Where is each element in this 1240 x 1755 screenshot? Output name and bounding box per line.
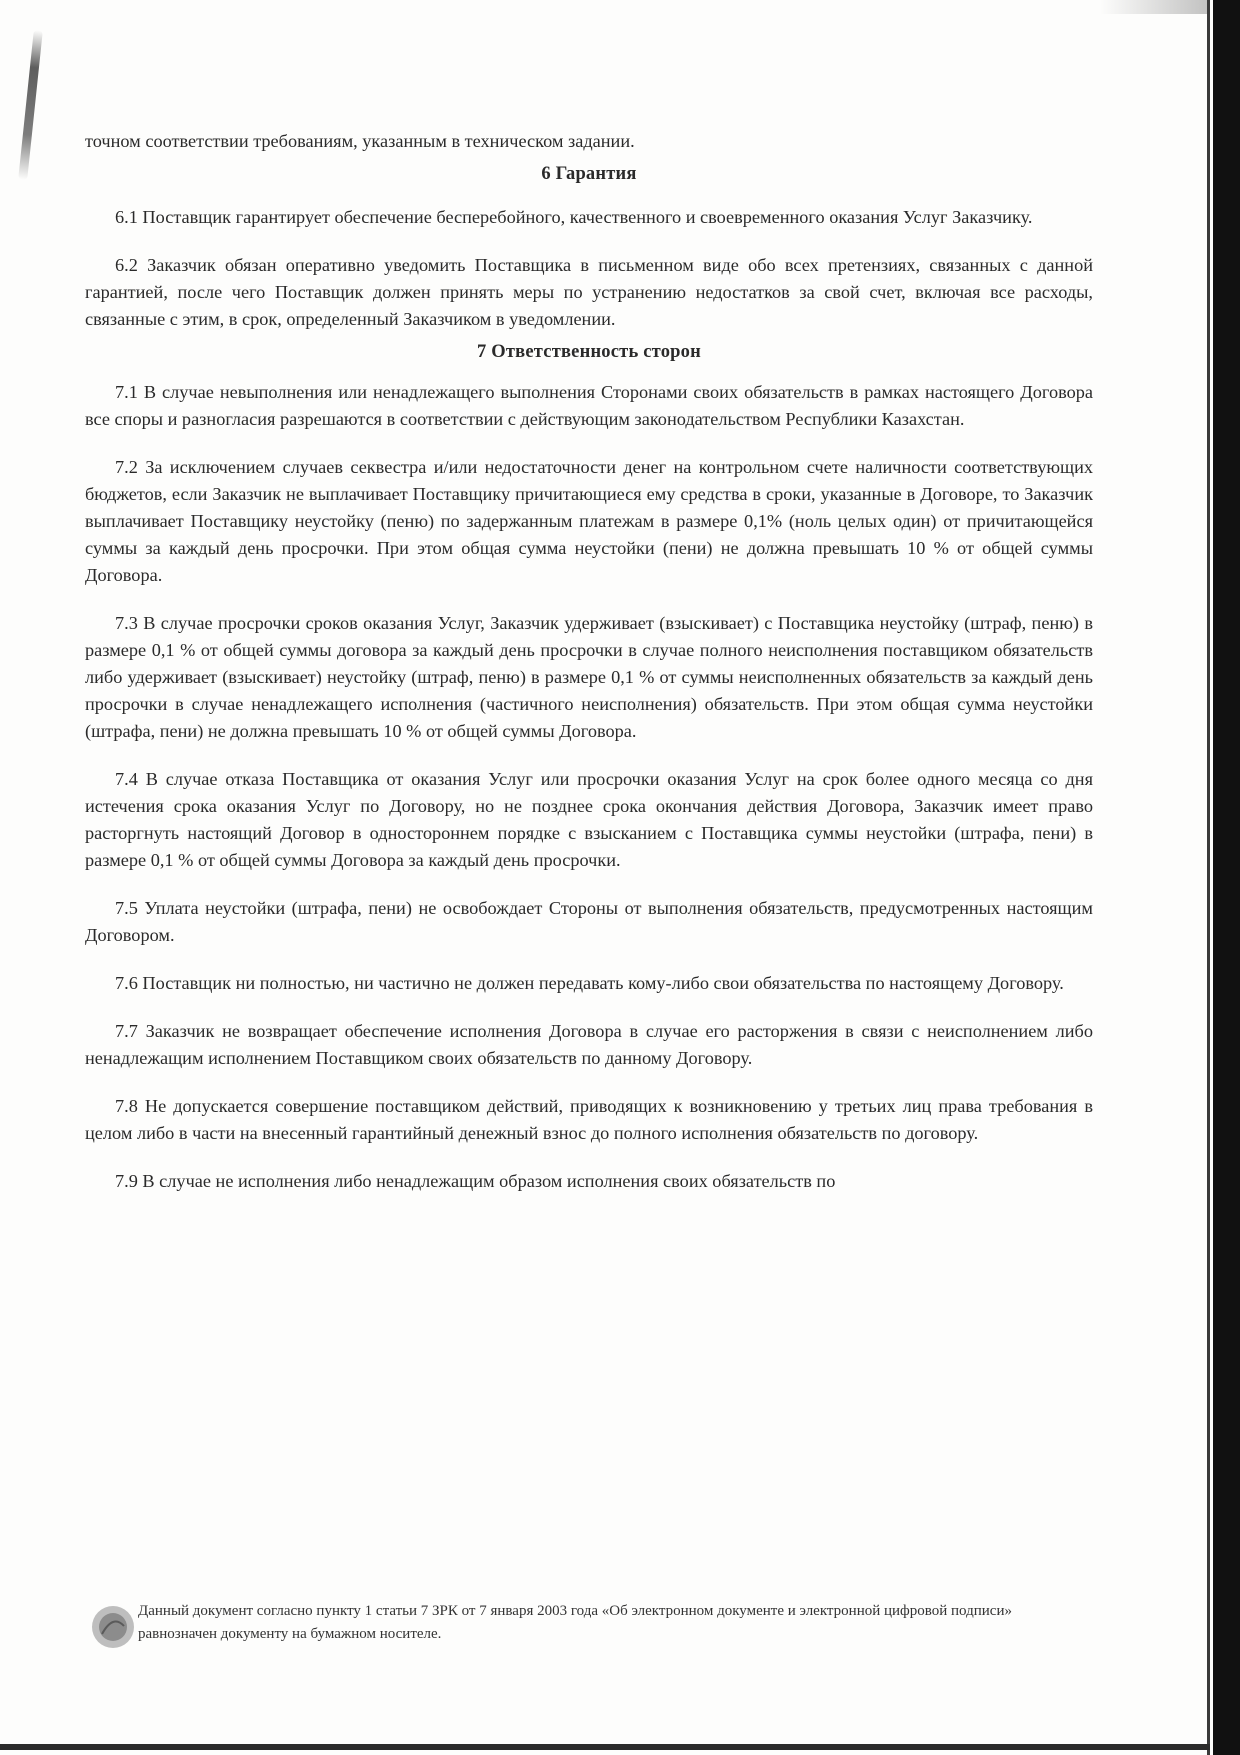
paragraph-7-6: 7.6 Поставщик ни полностью, ни частично не должен передавать кому-либо свои обязательства по настоящему Договору. [115, 973, 1064, 993]
section-heading-liability: 7 Ответственность сторон [477, 342, 701, 362]
paragraph-6-2: 6.2 Заказчик обязан оперативно уведомить Поставщика в письменном виде обо всех претензиях, связанных с данной гарантией, после чего Поставщик должен принять меры по устранению недостатков за свой счет, включая все расходы, связанные с этим, в срок, определенный Заказчиком в уведомлении. [85, 255, 1093, 329]
paragraph-7-9: 7.9 В случае не исполнения либо ненадлежащим образом исполнения своих обязательств по [115, 1171, 836, 1191]
paragraph-7-3: 7.3 В случае просрочки сроков оказания Услуг, Заказчик удерживает (взыскивает) с Поставщика неустойку (штраф, пеню) в размере 0,1 % от общей суммы договора за каждый день просрочки в случае полного неисполнения поставщиком обязательств либо удерживает (взыскивает) неустойку (штраф, пеню) в размере 0,1 % от суммы неисполненных обязательств за каждый день просрочки в случае ненадлежащего исполнения (частичного неисполнения) обязательств. При этом общая сумма неустойки (штрафа, пени) не должна превышать 10 % от общей суммы Договора. [85, 613, 1093, 741]
paragraph-7-4: 7.4 В случае отказа Поставщика от оказания Услуг или просрочки оказания Услуг на срок более одного месяца со дня истечения срока оказания Услуг по Договору, но не позднее срока окончания действия Договора, Заказчик имеет право расторгнуть настоящий Договор в одностороннем порядке с взысканием с Поставщика суммы неустойки (штрафа, пени) в размере 0,1 % от общей суммы Договора за каждый день просрочки. [85, 769, 1093, 870]
footer-notice [90, 1600, 1050, 1650]
paragraph-7-1: 7.1 В случае невыполнения или ненадлежащего выполнения Сторонами своих обязательств в рамках настоящего Договора все споры и разногласия разрешаются в соответствии с действующим законодательством Республики Казахстан. [85, 382, 1093, 429]
paragraph-6-1: 6.1 Поставщик гарантирует обеспечение бесперебойного, качественного и своевременного оказания Услуг Заказчику. [115, 207, 1033, 227]
paragraph-7-5: 7.5 Уплата неустойки (штрафа, пени) не освобождает Стороны от выполнения обязательств, предусмотренных настоящим Договором. [85, 898, 1093, 945]
e-signature-seal-icon [90, 1604, 136, 1650]
scanner-edge [1213, 0, 1240, 1755]
scan-artifact-smudge [1100, 0, 1210, 14]
document-body [85, 128, 1093, 1195]
footer-text: Данный документ согласно пункту 1 статьи 7 ЗРК от 7 января 2003 года «Об электронном документе и электронной цифровой подписи» равнозначен документу на бумажном носителе. [138, 1603, 1012, 1642]
paragraph-7-8: 7.8 Не допускается совершение поставщиком действий, приводящих к возникновению у третьих лиц права требования в целом либо в части на внесенный гарантийный денежный взнос до полного исполнения обязательств по договору. [85, 1096, 1093, 1143]
paragraph-7-2: 7.2 За исключением случаев секвестра и/или недостаточности денег на контрольном счете наличности соответствующих бюджетов, если Заказчик не выплачивает Поставщику причитающиеся ему средства в сроки, указанные в Договоре, то Заказчик выплачивает Поставщику неустойку (пеню) по задержанным платежам в размере 0,1% (ноль целых один) от причитающейся суммы за каждый день просрочки. При этом общая сумма неустойки (пени) не должна превышать 10 % от общей суммы Договора. [85, 457, 1093, 585]
paragraph-7-7: 7.7 Заказчик не возвращает обеспечение исполнения Договора в случае его расторжения в связи с неисполнением либо ненадлежащим исполнением Поставщиком своих обязательств по данному Договору. [85, 1021, 1093, 1068]
intro-line: точном соответствии требованиям, указанным в техническом задании. [85, 131, 635, 151]
section-heading-guarantee: 6 Гарантия [541, 164, 637, 184]
page-bottom-edge [0, 1744, 1210, 1750]
page-edge-line [1207, 0, 1210, 1755]
scan-artifact-streak [18, 30, 43, 180]
